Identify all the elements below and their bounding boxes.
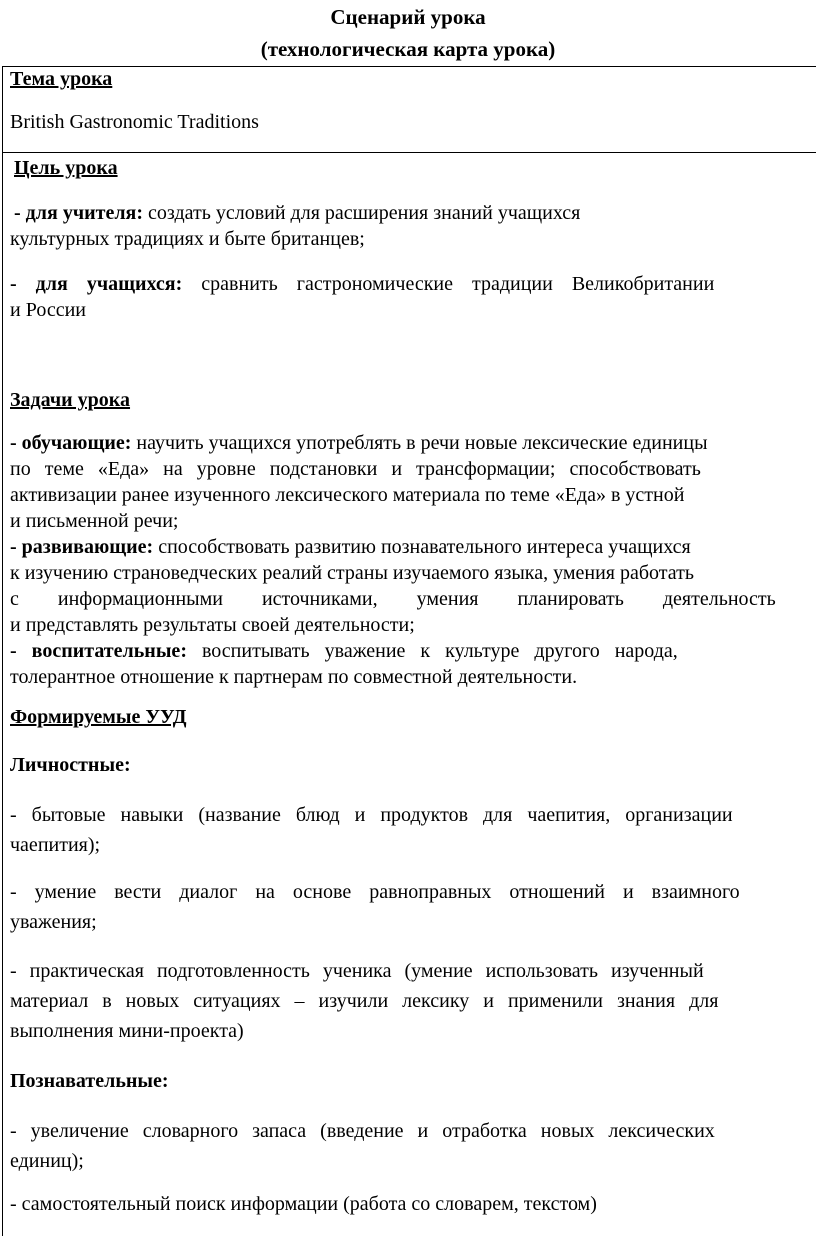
tasks-educational-text-2: по теме «Еда» на уровне подстановки и трансформации; способствовать [10, 458, 701, 480]
tasks-developing-text: способствовать развитию познавательного интереса учащихся [153, 536, 691, 558]
tasks-educational-text: научить учащихся употреблять в речи новые лексические единицы [131, 432, 708, 454]
tasks-upbringing-text-2: толерантное отношение к партнерам по совместной деятельности. [10, 666, 578, 688]
tasks-developing-text-4: и представлять результаты своей деятельности; [10, 614, 415, 636]
personal-item-2 [10, 877, 816, 937]
personal-item-3 [10, 956, 816, 1046]
personal-item-1-line-2: чаепития); [10, 834, 101, 856]
tasks-developing-text-3: с информационными источниками, умения планировать деятельность [10, 588, 776, 610]
cognitive-item-1-line-1: - увеличение словарного запаса (введение и отработка новых лексических [10, 1120, 715, 1142]
cognitive-item-2 [10, 1189, 816, 1219]
goal-teacher-block-2 [10, 226, 816, 252]
personal-heading: Личностные: [10, 754, 131, 776]
goal-students-text-2: и России [10, 299, 86, 321]
topic-heading-block [10, 66, 816, 92]
personal-item-1 [10, 800, 816, 860]
uud-heading: Формируемые УУД [10, 706, 187, 728]
cognitive-item-1 [10, 1116, 816, 1176]
tasks-block [10, 430, 816, 690]
tasks-upbringing-label: - воспитательные: [10, 640, 187, 662]
personal-heading-block [10, 752, 816, 778]
table-row-divider [2, 152, 816, 153]
tasks-developing-text-2: к изучению страноведческих реалий страны изучаемого языка, умения работать [10, 562, 694, 584]
goal-heading-block [14, 155, 816, 181]
cognitive-item-1-line-2: единиц); [10, 1150, 84, 1172]
goal-teacher-label: - для учителя: [14, 202, 144, 224]
page-title: Сценарий урока [330, 5, 486, 29]
personal-item-1-line-1: - бытовые навыки (название блюд и продуктов для чаепития, организации [10, 804, 733, 826]
tasks-upbringing-text: воспитывать уважение к культуре другого народа, [186, 640, 678, 662]
personal-item-3-line-1: - практическая подготовленность ученика (умение использовать изученный [10, 960, 704, 982]
goal-teacher-block [14, 200, 816, 226]
cognitive-heading-block [10, 1068, 816, 1094]
topic-heading: Тема урока [10, 68, 113, 90]
tasks-educational-label: - обучающие: [10, 432, 132, 454]
tasks-educational-text-4: и письменной речи; [10, 510, 179, 532]
topic-value: British Gastronomic Traditions [10, 111, 259, 133]
goal-heading: Цель урока [14, 157, 118, 179]
personal-item-2-line-1: - умение вести диалог на основе равноправных отношений и взаимного [10, 881, 740, 903]
tasks-heading-block [10, 387, 816, 413]
cognitive-heading: Познавательные: [10, 1070, 169, 1092]
tasks-developing-label: - развивающие: [10, 536, 154, 558]
personal-item-3-line-2: материал в новых ситуациях – изучили лексику и применили знания для [10, 990, 719, 1012]
goal-students-text: сравнить гастрономические традиции Великобритании [182, 273, 715, 295]
goal-teacher-text-2: культурных традициях и быте британцев; [10, 228, 365, 250]
topic-value-block [10, 109, 816, 135]
personal-item-3-line-3: выполнения мини-проекта) [10, 1020, 244, 1042]
tasks-heading: Задачи урока [10, 389, 131, 411]
uud-heading-block [10, 704, 816, 730]
goal-students-block [10, 271, 816, 323]
tasks-educational-text-3: активизации ранее изученного лексического материала по теме «Еда» в устной [10, 484, 685, 506]
page-subtitle: (технологическая карта урока) [260, 37, 556, 61]
personal-item-2-line-2: уважения; [10, 911, 97, 933]
goal-students-label: - для учащихся: [10, 273, 183, 295]
goal-teacher-text: создать условий для расширения знаний учащихся [143, 202, 581, 224]
cognitive-item-2-line-1: - самостоятельный поиск информации (работа со словарем, текстом) [10, 1193, 597, 1215]
